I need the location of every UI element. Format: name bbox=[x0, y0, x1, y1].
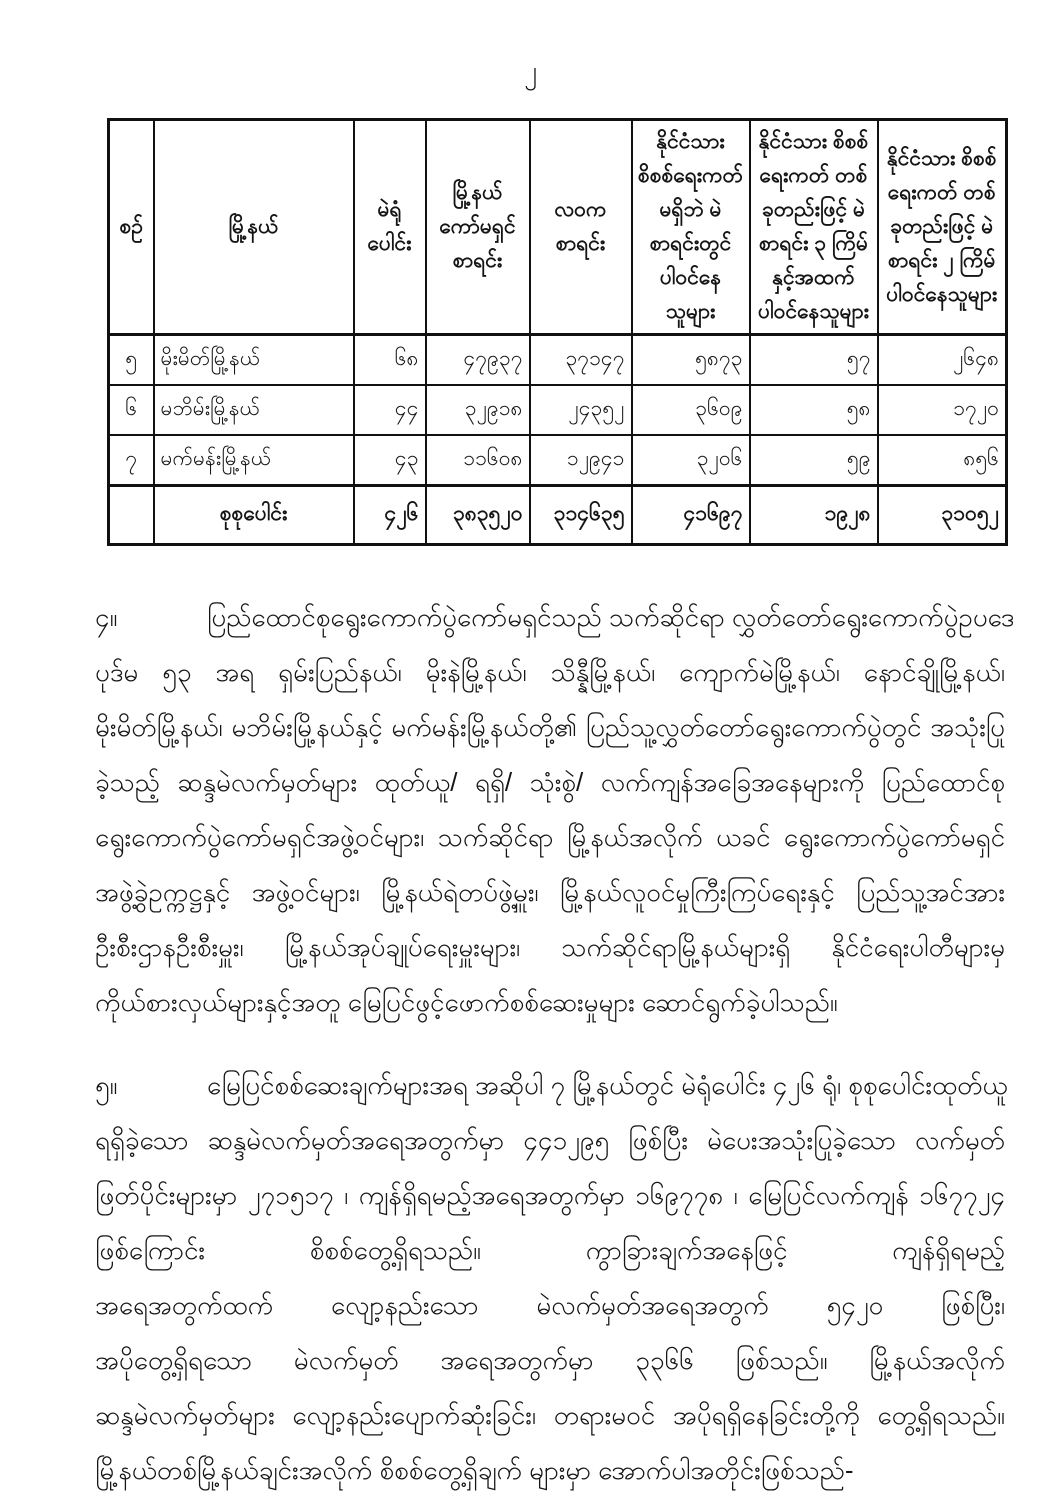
cell-same-nrc-2: ၈၅၆ bbox=[878, 435, 1007, 486]
paragraph-text: ပြည်ထောင်စုရွေးကောက်ပွဲကော်မရှင်သည် သက်ဆိုင်ရာ လွှတ်တော်ရွေးကောက်ပွဲဥပဒေ bbox=[207, 602, 1015, 632]
col-header-township: မြို့နယ် bbox=[154, 120, 354, 335]
cell-polling-stations: ၄၃ bbox=[354, 435, 426, 486]
cell-total-polling-stations: ၄၂၆ bbox=[354, 486, 426, 545]
paragraph-line: ခဲ့သည့် ဆန္ဒမဲလက်မှတ်များ ထုတ်ယူ/ ရရှိ/ သုံးစွဲ/ လက်ကျန်အခြေအနေများကို ပြည်ထောင်စု bbox=[95, 767, 1005, 797]
cell-no-nrc: ၃၂၀၆ bbox=[632, 435, 750, 486]
cell-commission-list: ၄၇၉၃၇ bbox=[426, 335, 530, 386]
table-header-row bbox=[109, 120, 1007, 335]
paragraph-line bbox=[95, 590, 1015, 645]
col-header-same-nrc-3plus: နိုင်ငံသား စိစစ်ရေးကတ် တစ်ခုတည်းဖြင့် မဲစာရင်း ၃ ကြိမ် နှင့်အထက် ပါဝင်နေသူများ bbox=[750, 120, 878, 335]
cell-same-nrc-2: ၁၇၂၀ bbox=[878, 385, 1007, 435]
cell-serial-empty bbox=[109, 486, 154, 545]
cell-total-same-nrc-2: ၃၁၀၅၂ bbox=[878, 486, 1007, 545]
cell-polling-stations: ၄၄ bbox=[354, 385, 426, 435]
cell-township: မဘိမ်းမြို့နယ် bbox=[154, 385, 354, 435]
paragraph-line: မြို့နယ်တစ်မြို့နယ်ချင်းအလိုက် စိစစ်တွေ့ရှိချက် များမှာ အောက်ပါအတိုင်းဖြစ်သည်- bbox=[95, 1455, 854, 1485]
cell-commission-list: ၃၂၉၁၈ bbox=[426, 385, 530, 435]
ballot-statistics-table bbox=[107, 118, 1008, 546]
cell-total-label: စုစုပေါင်း bbox=[154, 486, 354, 545]
paragraph-line: မိုးမိတ်မြို့နယ်၊ မဘိမ်းမြို့နယ်နှင့် မက်မန်းမြို့နယ်တို့၏ ပြည်သူ့လွှတ်တော်ရွေးကောက်ပွဲတွင် အသုံးပြု bbox=[95, 712, 1005, 742]
table-total-row bbox=[109, 486, 1007, 545]
cell-total-same-nrc-3plus: ၁၉၂၈ bbox=[750, 486, 878, 545]
cell-total-no-nrc: ၄၁၆၉၇ bbox=[632, 486, 750, 545]
paragraph-line: အပိုတွေ့ရှိရသော မဲလက်မှတ် အရေအတွက်မှာ ၃၃၆၆ ဖြစ်သည်။ မြို့နယ်အလိုက် bbox=[95, 1345, 1005, 1375]
cell-immigration-list: ၁၂၉၄၁ bbox=[530, 435, 632, 486]
paragraph-line: အရေအတွက်ထက် လျော့နည်းသော မဲလက်မှတ်အရေအတွက် ၅၄၂၀ ဖြစ်ပြီး၊ bbox=[95, 1290, 1005, 1320]
cell-same-nrc-2: ၂၆၄၈ bbox=[878, 335, 1007, 386]
paragraph-line: ကိုယ်စားလှယ်များနှင့်အတူ မြေပြင်ဖွင့်ဖောက်စစ်ဆေးမှုများ ဆောင်ရွက်ခဲ့ပါသည်။ bbox=[95, 987, 838, 1017]
table-row bbox=[109, 335, 1007, 386]
cell-total-commission-list: ၃၈၃၅၂၀ bbox=[426, 486, 530, 545]
paragraph-line: ပုဒ်မ ၅၃ အရ ရှမ်းပြည်နယ်၊ မိုးနဲမြို့နယ်၊ သိန္နီမြို့နယ်၊ ကျောက်မဲမြို့နယ်၊ နောင်ချိုမြို့နယ်၊ bbox=[95, 657, 1005, 687]
col-header-polling-stations: မဲရုံ ပေါင်း bbox=[354, 120, 426, 335]
cell-polling-stations: ၆၈ bbox=[354, 335, 426, 386]
cell-serial: ၇ bbox=[109, 435, 154, 486]
cell-no-nrc: ၃၆၀၉ bbox=[632, 385, 750, 435]
table-row bbox=[109, 385, 1007, 435]
paragraph-line: ရွေးကောက်ပွဲကော်မရှင်အဖွဲ့ဝင်များ၊ သက်ဆိုင်ရာ မြို့နယ်အလိုက် ယခင် ရွေးကောက်ပွဲကော်မရှင် bbox=[95, 822, 1005, 852]
paragraph-line: ရရှိခဲ့သော ဆန္ဒမဲလက်မှတ်အရေအတွက်မှာ ၄၄၁၂၉၅ ဖြစ်ပြီး မဲပေးအသုံးပြုခဲ့သော လက်မှတ် bbox=[95, 1125, 1005, 1155]
col-header-immigration-list: လဝက စာရင်း bbox=[530, 120, 632, 335]
paragraph-number: ၅။ bbox=[95, 1070, 118, 1100]
col-header-serial: စဉ် bbox=[109, 120, 154, 335]
col-header-commission-list: မြို့နယ် ကော်မရှင် စာရင်း bbox=[426, 120, 530, 335]
cell-serial: ၆ bbox=[109, 385, 154, 435]
page-number: ၂ bbox=[524, 55, 537, 85]
paragraph-line: ဖြတ်ပိုင်းများမှာ ၂၇၁၅၁၇ ၊ ကျန်ရှိရမည့်အရေအတွက်မှာ ၁၆၉၇၇၈ ၊ မြေပြင်လက်ကျန် ၁၆၇၇၂၄ bbox=[95, 1180, 1005, 1210]
cell-no-nrc: ၅၈၇၃ bbox=[632, 335, 750, 386]
col-header-same-nrc-2: နိုင်ငံသား စိစစ်ရေးကတ် တစ်ခုတည်းဖြင့် မဲစာရင်း ၂ ကြိမ် ပါဝင်နေသူများ bbox=[878, 120, 1007, 335]
document-content bbox=[95, 118, 1015, 1498]
paragraph-line: ဆန္ဒမဲလက်မှတ်များ လျော့နည်းပျောက်ဆုံးခြင်း၊ တရားမဝင် အပိုရရှိနေခြင်းတို့ကို တွေ့ရှိရသည်။ bbox=[95, 1400, 1005, 1430]
cell-same-nrc-3plus: ၅၈ bbox=[750, 385, 878, 435]
cell-immigration-list: ၃၇၁၄၇ bbox=[530, 335, 632, 386]
cell-commission-list: ၁၁၆၀၈ bbox=[426, 435, 530, 486]
paragraph-line: ဖြစ်ကြောင်း စိစစ်တွေ့ရှိရသည်။ ကွာခြားချက်အနေဖြင့် ကျန်ရှိရမည့် bbox=[95, 1235, 1005, 1265]
paragraph-4 bbox=[95, 590, 1015, 1030]
cell-serial: ၅ bbox=[109, 335, 154, 386]
paragraph-5 bbox=[95, 1058, 1008, 1498]
paragraph-line: အဖွဲ့ခွဲဥက္ကဋ္ဌနှင့် အဖွဲ့ဝင်များ၊ မြို့နယ်ရဲတပ်ဖွဲ့မှူး၊ မြို့နယ်လူဝင်မှုကြီးကြပ်ရေးနှင့် ပြည်သူ့အင်အား bbox=[95, 877, 1005, 907]
paragraph-number: ၄။ bbox=[95, 602, 118, 632]
cell-township: မိုးမိတ်မြို့နယ် bbox=[154, 335, 354, 386]
cell-immigration-list: ၂၄၃၅၂ bbox=[530, 385, 632, 435]
paragraph-text: မြေပြင်စစ်ဆေးချက်များအရ အဆိုပါ ၇ မြို့နယ်တွင် မဲရုံပေါင်း ၄၂၆ ရုံ၊ စုစုပေါင်းထုတ်ယူ bbox=[207, 1070, 1008, 1100]
table-row bbox=[109, 435, 1007, 486]
cell-same-nrc-3plus: ၅၇ bbox=[750, 335, 878, 386]
cell-township: မက်မန်းမြို့နယ် bbox=[154, 435, 354, 486]
cell-total-immigration-list: ၃၁၄၆၃၅ bbox=[530, 486, 632, 545]
col-header-no-nrc-in-list: နိုင်ငံသား စိစစ်ရေးကတ် မရှိဘဲ မဲစာရင်းတွင် ပါဝင်နေသူများ bbox=[632, 120, 750, 335]
paragraph-line: ဦးစီးဌာနဦးစီးမှူး၊ မြို့နယ်အုပ်ချုပ်ရေးမှူးများ၊ သက်ဆိုင်ရာမြို့နယ်များရှိ နိုင်ငံရေးပါတီများမှ bbox=[95, 932, 1005, 962]
paragraph-line bbox=[95, 1058, 1008, 1113]
cell-same-nrc-3plus: ၅၉ bbox=[750, 435, 878, 486]
